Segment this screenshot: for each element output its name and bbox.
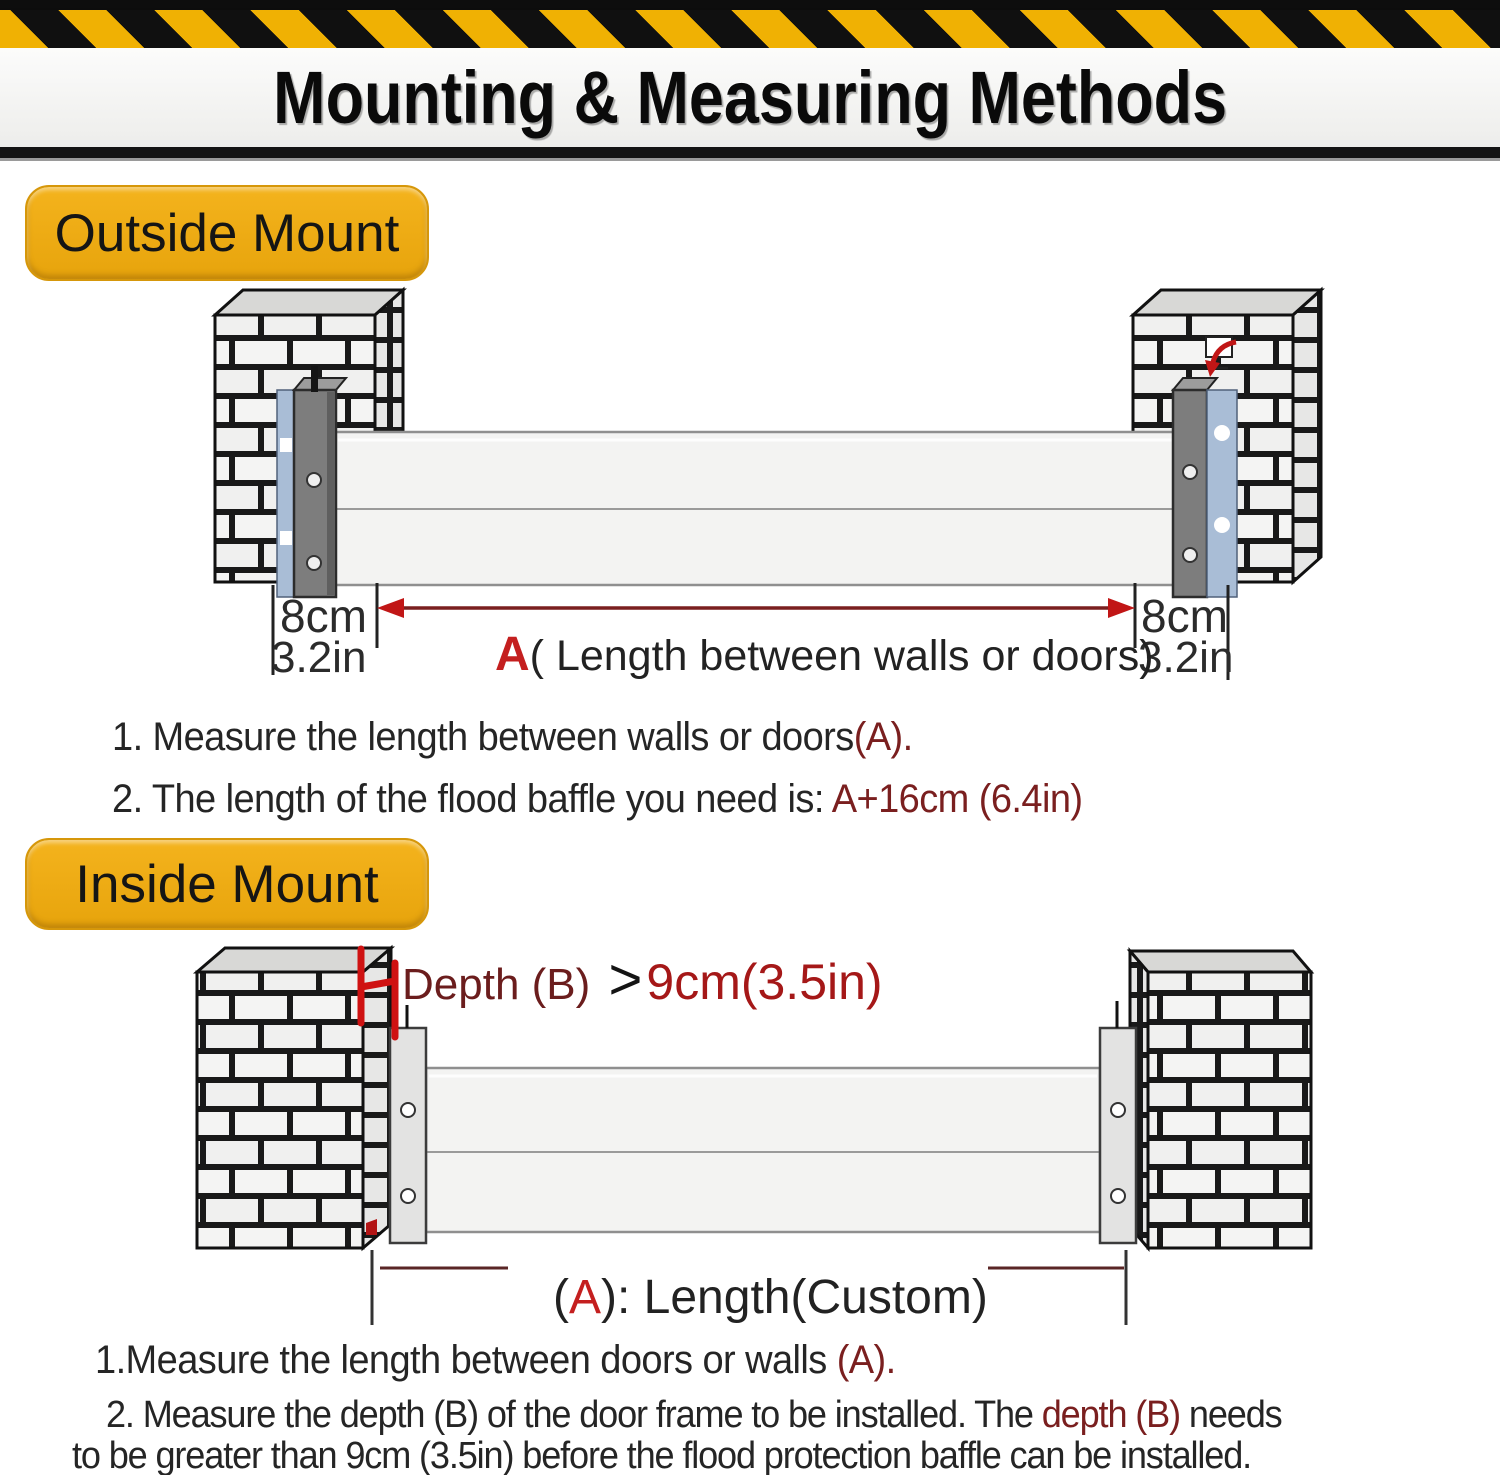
outside-mount-badge (25, 185, 429, 281)
inside-step-1: 1.Measure the length between doors or walls (A). (95, 1338, 896, 1382)
left-mounting-channel (277, 366, 346, 597)
hazard-banner (0, 0, 1500, 160)
inside-mount-diagram (0, 935, 1500, 1335)
banner-top-bar (0, 0, 1500, 10)
page-title: Mounting & Measuring Methods (273, 56, 1227, 139)
title-band (0, 48, 1500, 147)
outside-step-1: 1. Measure the length between walls or doors(A). (112, 715, 913, 759)
right-offset-in-label: 3.2in (1138, 633, 1234, 682)
left-offset-cm-label: 8cm (280, 590, 367, 642)
inside-step-2: 2. Measure the depth (B) of the door frame to be installed. The depth (B) needs (106, 1394, 1282, 1436)
outside-mount-diagram (0, 280, 1500, 700)
outside-step-2: 2. The length of the flood baffle you need is: A+16cm (6.4in) (112, 777, 1083, 821)
right-brick-pillar (1130, 951, 1311, 1248)
length-a-accent: A (495, 628, 530, 681)
flood-barrier-panel (335, 432, 1175, 585)
inside-mount-badge (25, 838, 429, 930)
length-dimension-arrow (377, 598, 1135, 618)
left-offset-in-label: 3.2in (271, 633, 367, 682)
outside-mount-steps (112, 714, 1082, 838)
flood-barrier-panel (426, 1068, 1100, 1232)
inside-mount-badge-label: Inside Mount (75, 854, 379, 914)
depth-annotation: Depth (B) >9cm(3.5in) (402, 947, 883, 1012)
inside-step-3: to be greater than 9cm (3.5in) before the flood protection baffle can be installed. (72, 1435, 1252, 1475)
length-a-label: A( Length between walls or doors) (495, 628, 1154, 681)
hazard-stripes-icon (0, 10, 1500, 48)
right-mounting-channel (1100, 1001, 1136, 1243)
banner-bottom-bar (0, 147, 1500, 161)
length-custom-label: (A): Length(Custom) (553, 1271, 988, 1324)
right-offset-cm-label: 8cm (1141, 590, 1228, 642)
outside-mount-badge-label: Outside Mount (54, 203, 400, 263)
